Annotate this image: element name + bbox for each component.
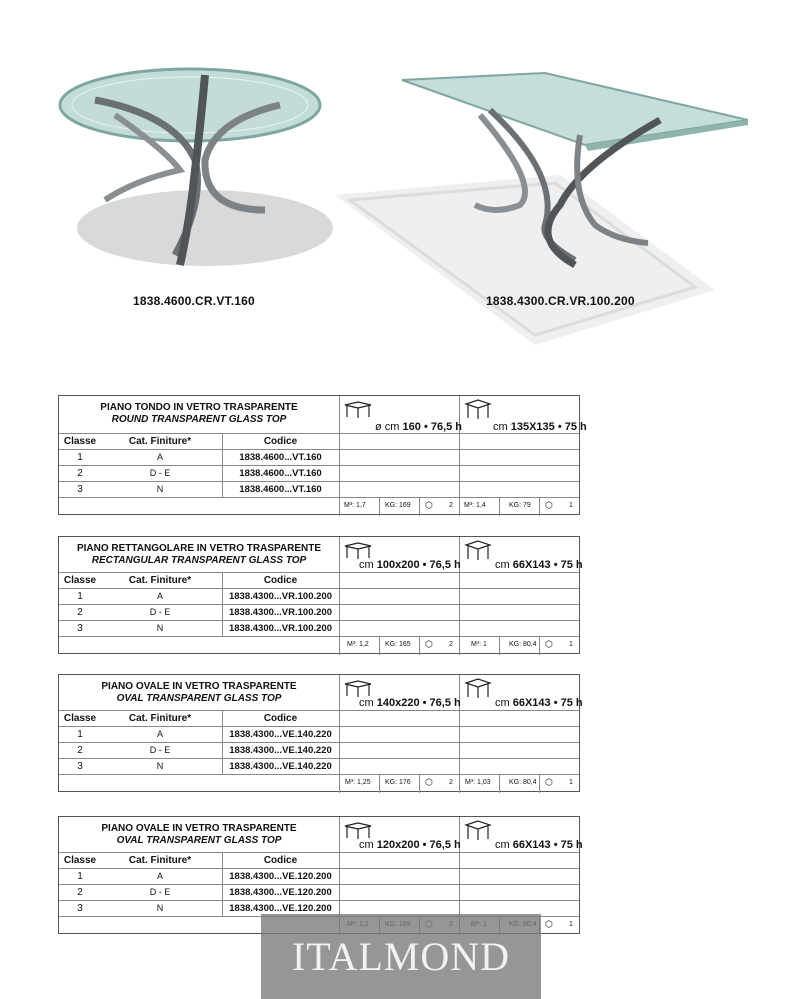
row-codice: 1838.4300...VR.100.200 (228, 623, 332, 634)
volume-value: M³: 1,7 (344, 502, 366, 509)
row-cat: N (156, 761, 164, 771)
dimension-label: cm 66X143 • 75 h (495, 559, 583, 571)
weight-value: KG: 79 (509, 502, 531, 509)
dimension-label: cm 140x220 • 76,5 h (359, 697, 461, 709)
row-cat: N (156, 903, 164, 913)
row-cat: A (156, 591, 163, 601)
row-classe: 2 (77, 468, 83, 479)
row-classe: 3 (77, 761, 83, 772)
boxes-count: 2 (449, 641, 453, 648)
box-icon: ⬡ (545, 777, 553, 787)
box-icon: ⬡ (425, 639, 433, 649)
italmond-watermark: ITALMOND (261, 914, 541, 999)
table-shape-icon (463, 819, 493, 841)
dimension-label: cm 66X143 • 75 h (495, 697, 583, 709)
row-cat: A (156, 452, 163, 462)
volume-value: M³: 1,03 (465, 779, 491, 786)
table-title-it: PIANO OVALE IN VETRO TRASPARENTE (101, 681, 297, 692)
round-table-image (55, 60, 345, 275)
weight-value: KG: 80,4 (509, 641, 537, 648)
row-classe: 3 (77, 484, 83, 495)
header-cat-finiture: Cat. Finiture* (128, 713, 192, 724)
boxes-count: 1 (569, 779, 573, 786)
row-classe: 1 (77, 452, 83, 463)
row-classe: 1 (77, 871, 83, 882)
header-cat-finiture: Cat. Finiture* (128, 436, 192, 447)
row-codice: 1838.4300...VE.140.220 (229, 745, 332, 756)
header-cat-finiture: Cat. Finiture* (128, 855, 192, 866)
table-shape-icon (343, 541, 373, 561)
table-title-en: OVAL TRANSPARENT GLASS TOP (116, 693, 282, 704)
weight-value: KG: 80,4 (509, 779, 537, 786)
spec-table-rectangular (58, 536, 583, 654)
row-codice: 1838.4300...VE.140.220 (229, 761, 332, 772)
header-classe: Classe (63, 713, 97, 724)
row-cat: A (156, 871, 163, 881)
weight-value: KG: 176 (385, 779, 411, 786)
volume-value: M³: 1,25 (345, 779, 371, 786)
row-codice: 1838.4300...VE.120.200 (229, 871, 332, 882)
dimension-label: cm 66X143 • 75 h (495, 839, 583, 851)
table-title-en: OVAL TRANSPARENT GLASS TOP (116, 835, 282, 846)
row-codice: 1838.4300...VE.120.200 (229, 887, 332, 898)
product-code-rectangular: 1838.4300.CR.VR.100.200 (486, 294, 635, 308)
volume-value: M³: 1 (471, 641, 487, 648)
table-shape-icon (463, 398, 493, 420)
row-cat: D - E (149, 745, 171, 755)
header-classe: Classe (63, 855, 97, 866)
row-classe: 3 (77, 623, 83, 634)
box-icon: ⬡ (545, 919, 553, 929)
boxes-count: 1 (569, 921, 573, 928)
row-codice: 1838.4600...VT.160 (239, 452, 322, 463)
header-cat-finiture: Cat. Finiture* (128, 575, 192, 586)
dimension-label: ø cm 160 • 76,5 h (375, 421, 463, 433)
row-cat: N (156, 484, 164, 494)
row-codice: 1838.4300...VE.140.220 (229, 729, 332, 740)
table-shape-icon (463, 677, 493, 699)
spec-table-oval-140 (58, 674, 583, 792)
table-title-it: PIANO TONDO IN VETRO TRASPARENTE (100, 402, 298, 413)
row-codice: 1838.4300...VE.120.200 (229, 903, 332, 914)
table-shape-icon (343, 821, 373, 841)
header-classe: Classe (63, 436, 97, 447)
row-codice: 1838.4300...VR.100.200 (228, 607, 332, 618)
dimension-label: cm 100x200 • 76,5 h (359, 559, 461, 571)
header-codice: Codice (263, 436, 298, 447)
row-cat: D - E (149, 468, 171, 478)
table-title-it: PIANO OVALE IN VETRO TRASPARENTE (101, 823, 297, 834)
boxes-count: 1 (569, 641, 573, 648)
row-codice: 1838.4600...VT.160 (239, 468, 322, 479)
boxes-count: 1 (569, 502, 573, 509)
header-codice: Codice (263, 575, 298, 586)
row-cat: N (156, 623, 164, 633)
table-title-it: PIANO RETTANGOLARE IN VETRO TRASPARENTE (76, 543, 322, 554)
header-classe: Classe (63, 575, 97, 586)
weight-value: KG: 165 (385, 641, 411, 648)
row-classe: 1 (77, 729, 83, 740)
box-icon: ⬡ (425, 500, 433, 510)
product-code-round: 1838.4600.CR.VT.160 (133, 294, 255, 308)
box-icon: ⬡ (545, 639, 553, 649)
row-classe: 2 (77, 607, 83, 618)
header-codice: Codice (263, 713, 298, 724)
row-classe: 1 (77, 591, 83, 602)
box-icon: ⬡ (545, 500, 553, 510)
row-codice: 1838.4300...VR.100.200 (228, 591, 332, 602)
row-classe: 3 (77, 903, 83, 914)
row-cat: A (156, 729, 163, 739)
header-codice: Codice (263, 855, 298, 866)
row-cat: D - E (149, 887, 171, 897)
box-icon: ⬡ (425, 777, 433, 787)
volume-value: M³: 1,2 (347, 641, 369, 648)
dimension-label: cm 135X135 • 75 h (493, 421, 587, 433)
row-classe: 2 (77, 745, 83, 756)
table-shape-icon (463, 539, 493, 561)
table-title-en: ROUND TRANSPARENT GLASS TOP (111, 414, 287, 425)
weight-value: KG: 169 (385, 502, 411, 509)
row-cat: D - E (149, 607, 171, 617)
spec-table-round (58, 395, 587, 515)
table-title-en: RECTANGULAR TRANSPARENT GLASS TOP (91, 555, 307, 566)
row-codice: 1838.4600...VT.160 (239, 484, 322, 495)
table-shape-icon (343, 400, 373, 420)
volume-value: M³: 1,4 (464, 502, 486, 509)
boxes-count: 2 (449, 779, 453, 786)
boxes-count: 2 (449, 502, 453, 509)
dimension-label: cm 120x200 • 76,5 h (359, 839, 461, 851)
table-shape-icon (343, 679, 373, 699)
row-classe: 2 (77, 887, 83, 898)
